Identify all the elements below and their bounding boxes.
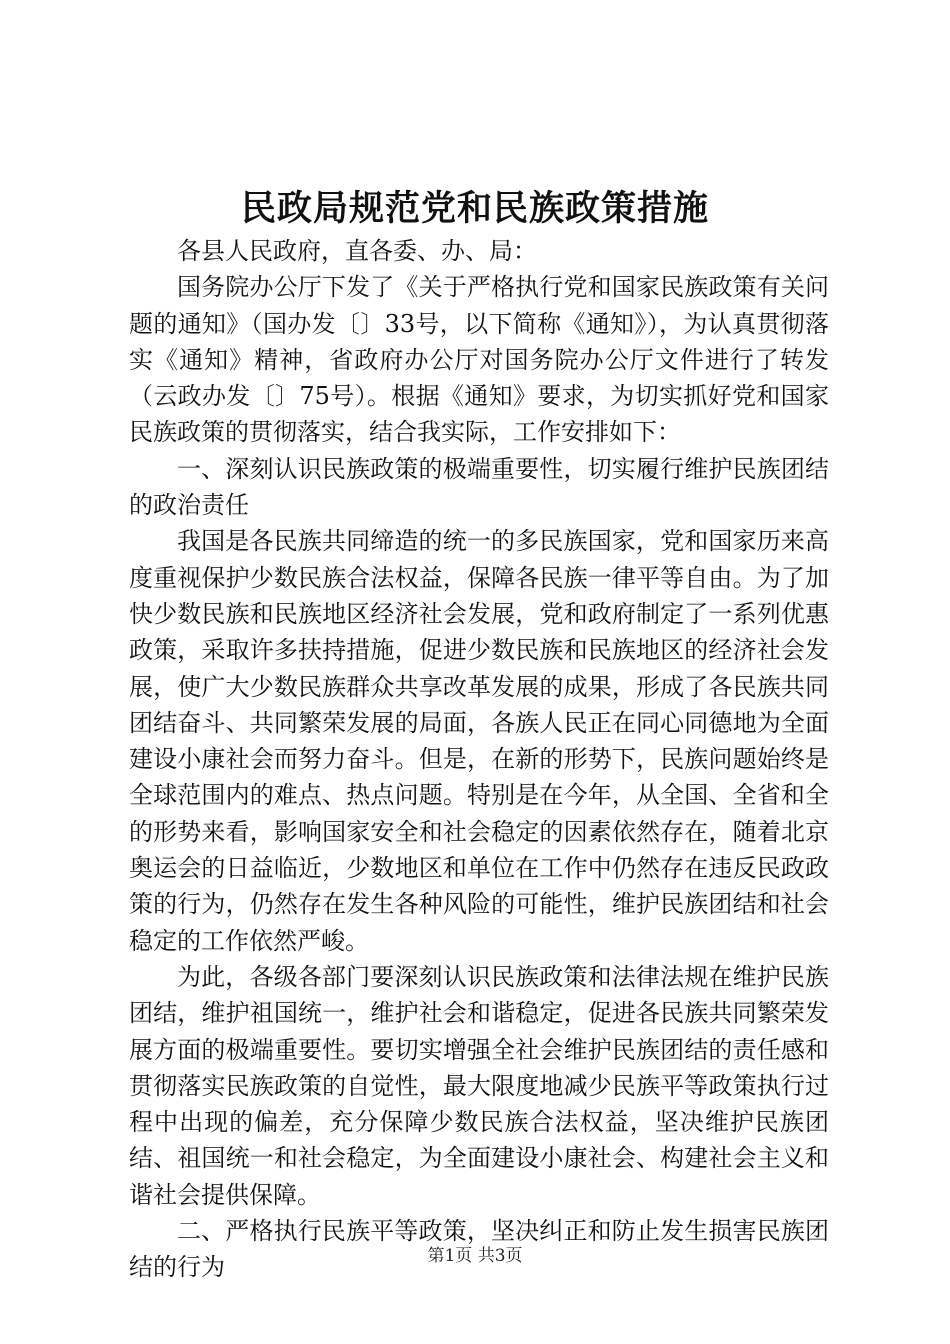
salutation-paragraph: 各县人民政府，直各委、办、局： — [177, 237, 537, 265]
section-heading-2: 二、严格执行民族平等政策，坚决纠正和防止发生损害民族团结的行为 — [129, 1217, 829, 1282]
body-paragraph: 我国是各民族共同缔造的统一的多民族国家，党和国家历来高度重视保护少数民族合法权益，保障各民族一律平等自由。为了加快少数民族和民族地区经济社会发展，党和政府制定了一系列优惠政策，采取许多扶持措施，促进少数民族和民族地区的经济社会发展，使广大少数民族群众共享改革发展的成果，形成了各民族共同团结奋斗、共同繁荣发展的局面，各族人民正在同心同德地为全面建设小康社会而努力奋斗。但是，在新的形势下，民族问题始终是全球范围内的难点、热点问题。特别是在今年，从全国、全省和全的形势来看，影响国家安全和社会稳定的因素依然存在，随着北京奥运会的日益临近，少数地区和单位在工作中仍然存在违反民政政策的行为，仍然存在发生各种风险的可能性，维护民族团结和社会稳定的工作依然严峻。 — [129, 527, 829, 955]
section-heading-1: 一、深刻认识民族政策的极端重要性，切实履行维护民族团结的政治责任 — [129, 454, 829, 520]
document-title: 民政局规范党和民族政策措施 — [240, 188, 709, 229]
body-paragraph: 为此，各级各部门要深刻认识民族政策和法律法规在维护民族团结，维护祖国统一，维护社会和谐稳定，促进各民族共同繁荣发展方面的极端重要性。要切实增强全社会维护民族团结的责任感和贯彻落实民族政策的自觉性，最大限度地减少民族平等政策执行过程中出现的偏差，充分保障少数民族合法权益，坚决维护民族团结、祖国统一和社会稳定，为全面建设小康社会、构建社会主义和谐社会提供保障。 — [129, 962, 829, 1209]
document-body — [129, 233, 829, 1286]
intro-paragraph: 国务院办公厅下发了《关于严格执行党和国家民族政策有关问题的通知》（国办发〔〕33号，以下简称《通知》），为认真贯彻落实《通知》精神，省政府办公厅对国务院办公厅文件进行了转发（云政办发〔〕75号）。根据《通知》要求，为切实抓好党和国家民族政策的贯彻落实，结合我实际，工作安排如下： — [129, 273, 829, 447]
page-footer: 第1页 共3页 — [427, 1246, 523, 1266]
